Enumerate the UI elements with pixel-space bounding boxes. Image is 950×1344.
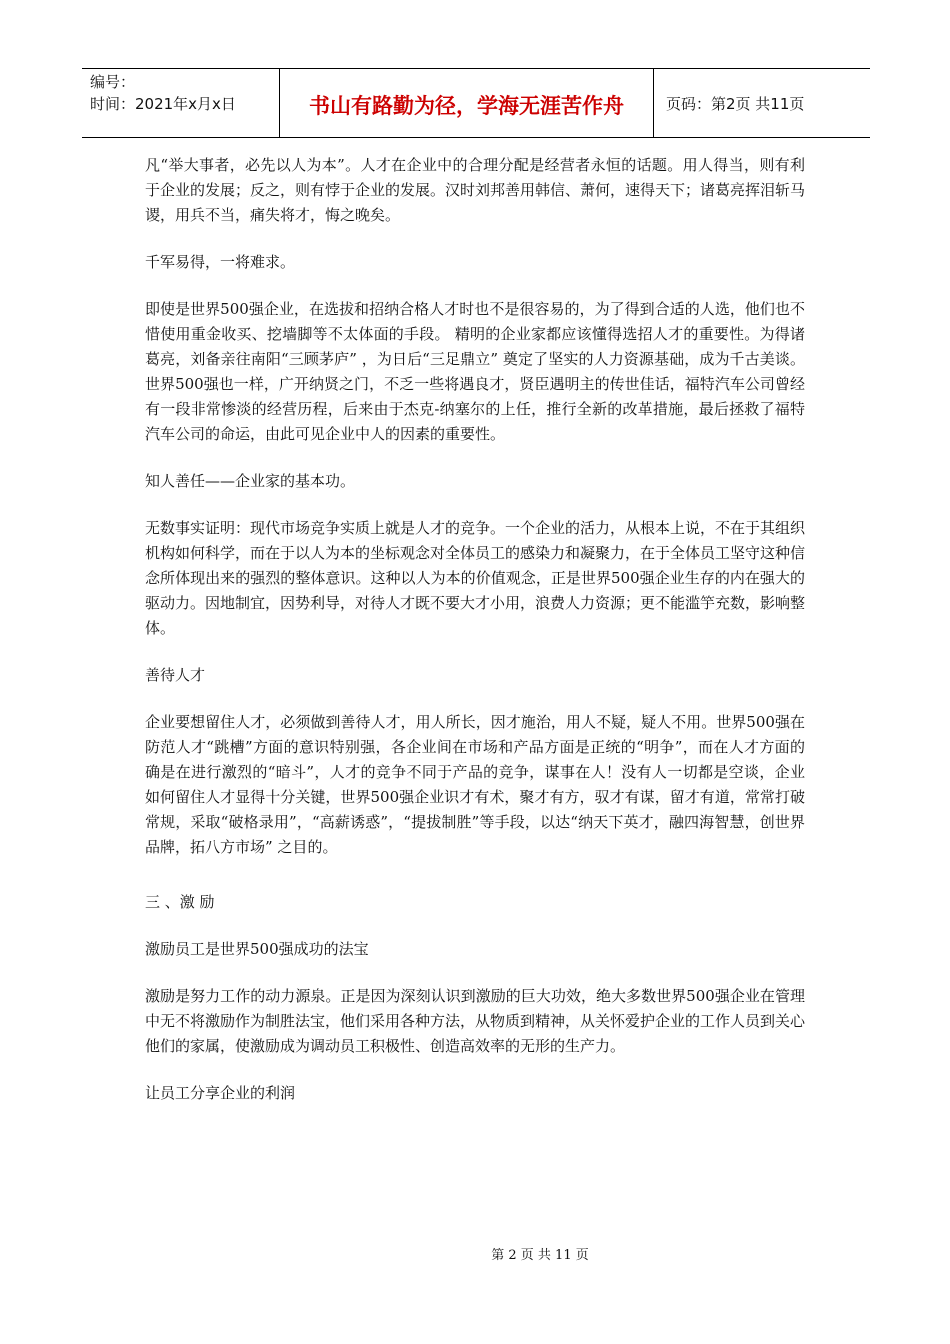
paragraph-saying: 千军易得，一将难求。: [145, 253, 296, 271]
page-footer: 第 2 页 共 11 页: [491, 1248, 589, 1263]
paragraph-incentive: 激励是努力工作的动力源泉。正是因为深刻认识到激励的巨大功效，绝大多数世界500强企业在管理中无不将激励作为制胜法宝，他们采用各种方法，从物质到精神，从关怀爱护企业的工作人员到关心他们的家属，使激励成为调动员工积极性、创造高效率的无形的生产力。: [145, 987, 806, 1055]
header-page-info: 页码：第2页 共11页: [666, 94, 805, 113]
paragraph-heading-profit: 让员工分享企业的利润: [145, 1084, 296, 1102]
number-label: 编号：: [90, 73, 136, 91]
header-motto: 书山有路勤为径，学海无涯苦作舟: [280, 69, 654, 137]
paragraph-heading-shandai: 善待人才: [145, 666, 206, 684]
paragraph-competition: 无数事实证明：现代市场竞争实质上就是人才的竞争。一个企业的活力，从根本上说，不在于其组织机构如何科学，而在于以人为本的坐标观念对全体员工的感染力和凝聚力，在于全体员工坚守这种信念所体现出来的强烈的整体意识。这种以人为本的价值观念，正是世界500强企业生存的内在强大的驱动力。因地制宜，因势利导，对待人才既不要大才小用，浪费人力资源；更不能滥竽充数，影响整体。: [145, 519, 806, 637]
paragraph-intro: 凡“举大事者，必先以人为本”。人才在企业中的合理分配是经营者永恒的话题。用人得当，则有利于企业的发展；反之，则有悖于企业的发展。汉时刘邦善用韩信、萧何，速得天下；诸葛亮挥泪斩马谡，用兵不当，痛失将才，悔之晚矣。: [145, 156, 806, 224]
paragraph-heading-magic: 激励员工是世界500强成功的法宝: [145, 940, 369, 958]
header-meta: [82, 69, 280, 137]
document-header: [82, 68, 870, 138]
document-body: [145, 153, 805, 1128]
paragraph-retain-talent: 企业要想留住人才，必须做到善待人才，用人所长，因才施治，用人不疑，疑人不用。世界500强在防范人才“跳槽”方面的意识特别强，各企业间在市场和产品方面是正统的“明争”，而在人才方面的确是在进行激烈的“暗斗”，人才的竞争不同于产品的竞争，谋事在人！没有人一切都是空谈，企业如何留住人才显得十分关键，世界500强企业识才有术，聚才有方，驭才有谋，留才有道，常常打破常规，采取“破格录用”，“高薪诱惑”，“提拔制胜”等手段，以达“纳天下英才，融四海智慧，创世界品牌，拓八方市场” 之目的。: [145, 713, 805, 856]
date-line: 时间：2021年x月x日: [90, 95, 236, 113]
paragraph-500-recruit: 即使是世界500强企业，在选拔和招纳合格人才时也不是很容易的，为了得到合适的人选，他们也不惜使用重金收买、挖墙脚等不太体面的手段。 精明的企业家都应该懂得选招人才的重要性。为得诸葛亮，刘备亲往南阳“三顾茅庐” ，为日后“三足鼎立” 奠定了坚实的人力资源基础，成为千古美谈。世界500强也一样，广开纳贤之门，不乏一些将遇良才，贤臣遇明主的传世佳话，福特汽车公司曾经有一段非常惨淡的经营历程，后来由于杰克-纳塞尔的上任，推行全新的改革措施，最后拯救了福特汽车公司的命运，由此可见企业中人的因素的重要性。: [145, 300, 805, 443]
section-heading-incentive: 三 、激 励: [145, 893, 215, 911]
paragraph-heading-zhiren: 知人善任——企业家的基本功。: [145, 472, 356, 490]
